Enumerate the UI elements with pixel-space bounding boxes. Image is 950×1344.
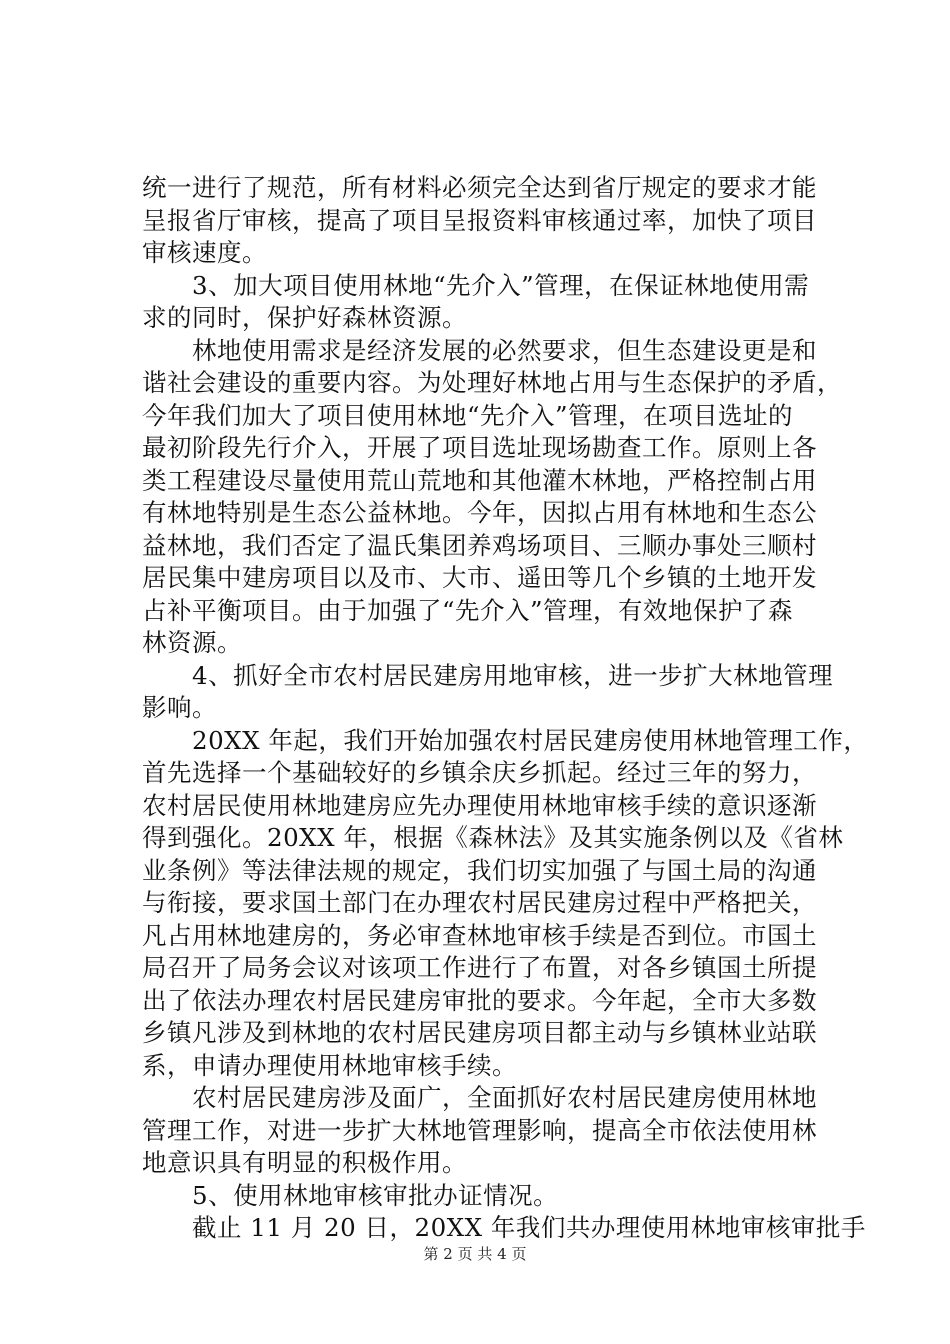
text-line: 管理工作，对进一步扩大林地管理影响，提高全市依法使用林 — [142, 1115, 817, 1145]
text-line: 3、加大项目使用林地“先介入”管理，在保证林地使用需 — [142, 270, 810, 300]
text-line: 审核速度。 — [142, 238, 267, 267]
text-line: 统一进行了规范，所有材料必须完全达到省厅规定的要求才能 — [142, 173, 817, 202]
text-line: 类工程建设尽量使用荒山荒地和其他灌木林地，严格控制占用 — [142, 465, 817, 495]
text-line: 影响。 — [142, 693, 217, 722]
text-line: 出了依法办理农村居民建房审批的要求。今年起，全市大多数 — [142, 985, 817, 1015]
text-line: 呈报省厅审核，提高了项目呈报资料审核通过率，加快了项目 — [142, 205, 817, 235]
text-line: 农村居民使用林地建房应先办理使用林地审核手续的意识逐渐 — [142, 790, 817, 820]
text-line: 凡占用林地建房的，务必审查林地审核手续是否到位。市国土 — [142, 920, 817, 950]
text-line: 截止 11 月 20 日，20XX 年我们共办理使用林地审核审批手 — [142, 1213, 866, 1242]
text-line: 农村居民建房涉及面广，全面抓好农村居民建房使用林地 — [142, 1083, 817, 1112]
text-line: 4、抓好全市农村居民建房用地审核，进一步扩大林地管理 — [142, 660, 834, 690]
text-line: 林资源。 — [142, 628, 242, 657]
page-number-footer: 第 2 页 共 4 页 — [423, 1245, 527, 1263]
text-line: 益林地，我们否定了温氏集团养鸡场项目、三顺办事处三顺村 — [142, 530, 817, 560]
document-body — [142, 172, 869, 1245]
text-line: 5、使用林地审核审批办证情况。 — [142, 1180, 559, 1210]
text-line: 占补平衡项目。由于加强了“先介入”管理，有效地保护了森 — [142, 595, 794, 625]
text-line: 最初阶段先行介入，开展了项目选址现场勘查工作。原则上各 — [142, 433, 817, 462]
text-line: 居民集中建房项目以及市、大市、遥田等几个乡镇的土地开发 — [142, 563, 817, 592]
text-line: 业条例》等法律法规的规定，我们切实加强了与国土局的沟通 — [142, 855, 817, 885]
text-line: 得到强化。20XX 年，根据《森林法》及其实施条例以及《省林 — [142, 823, 844, 852]
text-line: 局召开了局务会议对该项工作进行了布置，对各乡镇国土所提 — [142, 953, 817, 982]
text-line: 求的同时，保护好森林资源。 — [142, 303, 467, 332]
text-line: 今年我们加大了项目使用林地“先介入”管理，在项目选址的 — [142, 400, 794, 430]
text-line: 乡镇凡涉及到林地的农村居民建房项目都主动与乡镇林业站联 — [142, 1018, 817, 1047]
text-line: 地意识具有明显的积极作用。 — [142, 1148, 467, 1177]
text-line: 20XX 年起，我们开始加强农村居民建房使用林地管理工作， — [142, 725, 869, 755]
text-line: 系，申请办理使用林地审核手续。 — [142, 1050, 517, 1080]
text-line: 谐社会建设的重要内容。为处理好林地占用与生态保护的矛盾， — [142, 368, 842, 397]
text-line: 与衔接，要求国土部门在办理农村居民建房过程中严格把关， — [142, 888, 817, 917]
text-line: 林地使用需求是经济发展的必然要求，但生态建设更是和 — [142, 335, 817, 365]
text-line: 首先选择一个基础较好的乡镇余庆乡抓起。经过三年的努力， — [142, 758, 817, 787]
text-line: 有林地特别是生态公益林地。今年，因拟占用有林地和生态公 — [142, 498, 817, 527]
